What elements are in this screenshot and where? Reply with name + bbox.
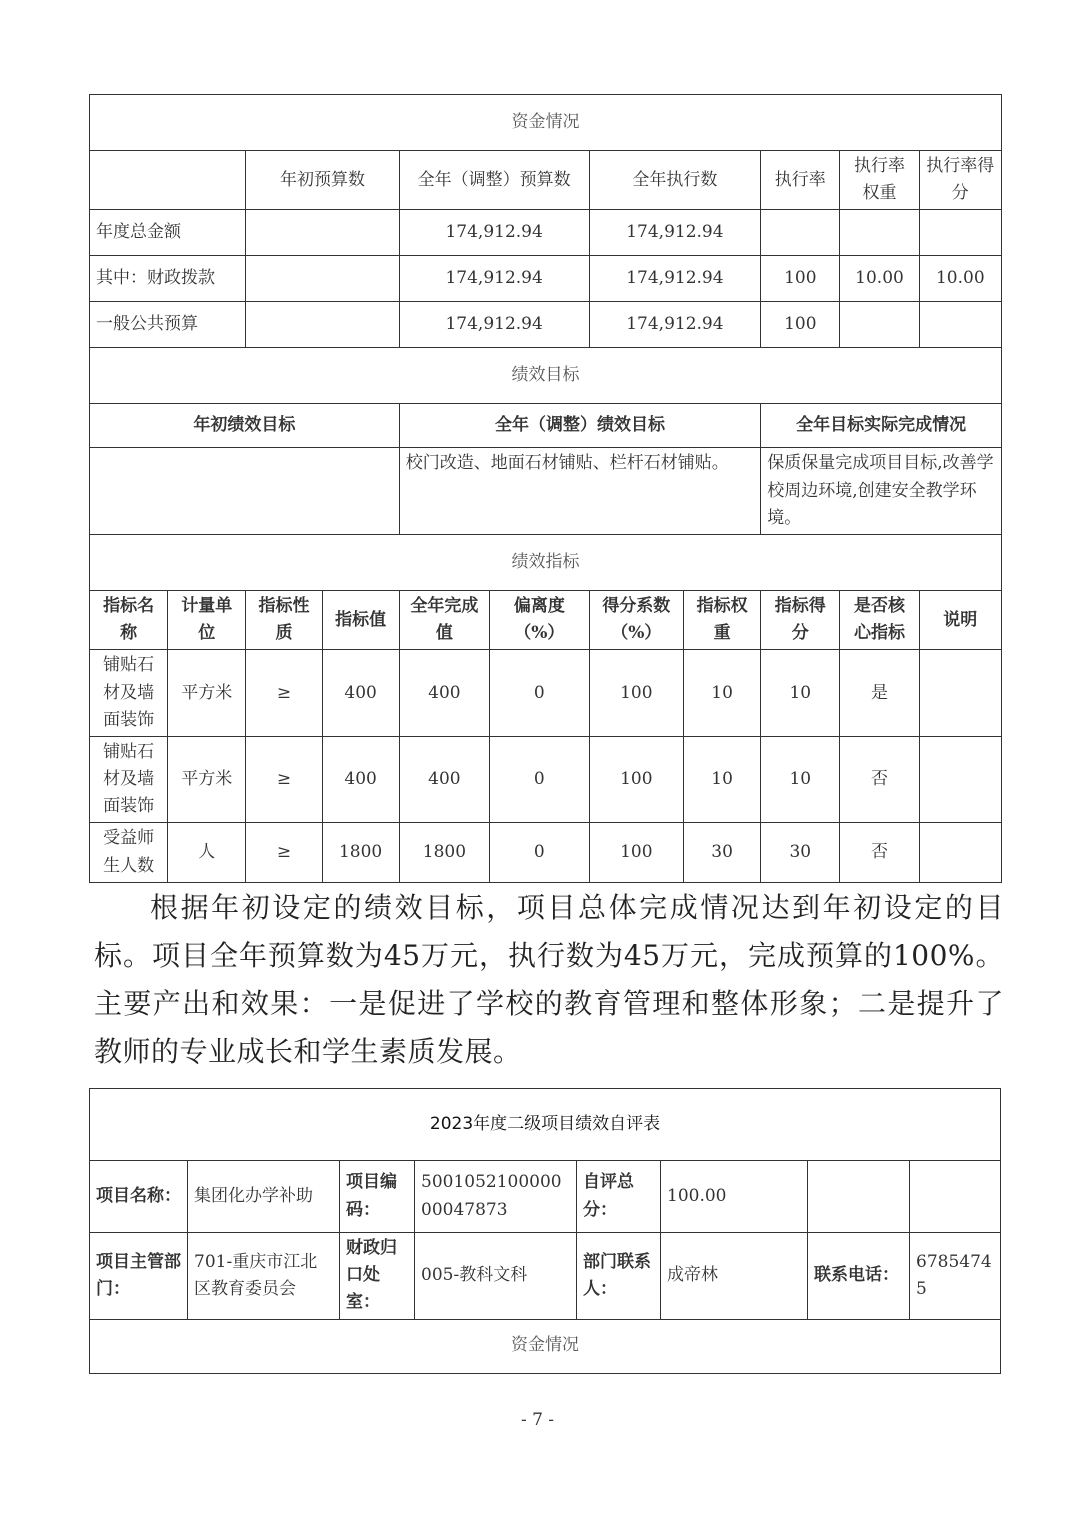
table-row — [90, 1233, 1001, 1320]
funding-cell — [246, 302, 399, 348]
funding-header: 全年执行数 — [589, 151, 761, 210]
funding-cell — [840, 302, 919, 348]
funding-cell: 100 — [761, 256, 840, 302]
goals-header: 全年目标实际完成情况 — [761, 404, 1002, 448]
goals-cell: 校门改造、地面石材铺贴、栏杆石材铺贴。 — [399, 448, 761, 535]
indicator-cell: 10 — [684, 736, 761, 823]
goals-header: 年初绩效目标 — [90, 404, 400, 448]
indicator-cell: 1800 — [399, 823, 489, 882]
empty-cell — [808, 1161, 910, 1233]
indicator-cell — [919, 650, 1001, 737]
indicator-header: 指标性质 — [246, 590, 322, 649]
score-value: 100.00 — [661, 1161, 808, 1233]
goals-section-title: 绩效目标 — [90, 348, 1002, 404]
indicator-cell: 否 — [840, 736, 919, 823]
indicator-cell: 0 — [490, 650, 590, 737]
phone-value: 67854745 — [910, 1233, 1001, 1320]
funding-cell: 174,912.94 — [589, 210, 761, 256]
indicator-header: 得分系数（%） — [589, 590, 683, 649]
indicator-cell: 10 — [761, 650, 840, 737]
indicator-cell: 受益师生人数 — [90, 823, 168, 882]
empty-cell — [910, 1161, 1001, 1233]
funding-cell — [246, 210, 399, 256]
indicator-header: 指标权重 — [684, 590, 761, 649]
indicator-cell: ≥ — [246, 823, 322, 882]
funding-cell — [919, 302, 1001, 348]
indicator-cell: ≥ — [246, 736, 322, 823]
phone-label: 联系电话： — [808, 1233, 910, 1320]
table-row — [90, 256, 1002, 302]
indicator-cell: 10 — [684, 650, 761, 737]
goals-header: 全年（调整）绩效目标 — [399, 404, 761, 448]
finance-office-label: 财政归口处室： — [340, 1233, 415, 1320]
indicator-header: 指标得分 — [761, 590, 840, 649]
indicator-cell: 是 — [840, 650, 919, 737]
summary-text: 根据年初设定的绩效目标，项目总体完成情况达到年初设定的目标。项目全年预算数为45万元，执行数为45万元，完成预算的100%。主要产出和效果：一是促进了学校的教育管理和整体形象；二是提升了教师的专业成长和学生素质发展。 — [94, 891, 1004, 1068]
indicator-cell: 0 — [490, 736, 590, 823]
indicator-cell: 铺贴石材及墙面装饰 — [90, 650, 168, 737]
funding-cell — [919, 210, 1001, 256]
contact-label: 部门联系人： — [577, 1233, 661, 1320]
funding-cell: 100 — [761, 302, 840, 348]
funding-cell: 174,912.94 — [589, 256, 761, 302]
table-row — [90, 448, 1002, 535]
goals-cell: 保质保量完成项目目标,改善学校周边环境,创建安全教学环境。 — [761, 448, 1002, 535]
indicator-header: 全年完成值 — [399, 590, 489, 649]
table-row — [90, 823, 1002, 882]
indicator-cell: 0 — [490, 823, 590, 882]
funding-cell — [246, 256, 399, 302]
funding-cell: 10.00 — [840, 256, 919, 302]
funding-header: 年初预算数 — [246, 151, 399, 210]
summary-paragraph — [94, 884, 1004, 1076]
funding-cell: 174,912.94 — [399, 210, 589, 256]
funding-row-label: 年度总金额 — [90, 210, 246, 256]
finance-office-value: 005-教科文科 — [415, 1233, 577, 1320]
indicator-header: 说明 — [919, 590, 1001, 649]
indicator-header: 是否核心指标 — [840, 590, 919, 649]
indicator-cell: 铺贴石材及墙面装饰 — [90, 736, 168, 823]
indicator-cell: 400 — [399, 650, 489, 737]
funding-cell — [840, 210, 919, 256]
indicator-cell: 否 — [840, 823, 919, 882]
project-code-value: 500105210000000047873 — [415, 1161, 577, 1233]
indicator-cell: 400 — [322, 650, 399, 737]
funding-row-label: 其中：财政拨款 — [90, 256, 246, 302]
funding-cell: 10.00 — [919, 256, 1001, 302]
indicator-cell: 100 — [589, 736, 683, 823]
indicator-cell: 人 — [168, 823, 246, 882]
funding-header: 执行率 — [761, 151, 840, 210]
funding-header — [90, 151, 246, 210]
self-evaluation-table — [89, 1088, 1001, 1374]
funding-cell — [761, 210, 840, 256]
funding-cell: 174,912.94 — [399, 256, 589, 302]
goals-cell — [90, 448, 400, 535]
indicator-cell: 400 — [399, 736, 489, 823]
funding-header: 全年（调整）预算数 — [399, 151, 589, 210]
indicator-header: 计量单位 — [168, 590, 246, 649]
form-title: 2023年度二级项目绩效自评表 — [90, 1089, 1001, 1161]
indicator-cell: ≥ — [246, 650, 322, 737]
project-code-label: 项目编码： — [340, 1161, 415, 1233]
funding-section-title: 资金情况 — [90, 1319, 1001, 1373]
department-label: 项目主管部门： — [90, 1233, 188, 1320]
indicators-section-title: 绩效指标 — [90, 534, 1002, 590]
indicator-cell: 30 — [684, 823, 761, 882]
indicator-header: 指标名称 — [90, 590, 168, 649]
contact-value: 成帝林 — [661, 1233, 808, 1320]
department-value: 701-重庆市江北区教育委员会 — [188, 1233, 340, 1320]
page-number: - 7 - — [520, 1410, 555, 1430]
funding-header: 执行率权重 — [840, 151, 919, 210]
indicator-cell — [919, 736, 1001, 823]
funding-header: 执行率得分 — [919, 151, 1001, 210]
indicator-cell: 30 — [761, 823, 840, 882]
funding-cell: 174,912.94 — [589, 302, 761, 348]
indicator-cell: 10 — [761, 736, 840, 823]
indicator-cell: 平方米 — [168, 650, 246, 737]
indicator-cell: 400 — [322, 736, 399, 823]
performance-table — [89, 94, 1002, 883]
indicator-cell: 平方米 — [168, 736, 246, 823]
project-name-value: 集团化办学补助 — [188, 1161, 340, 1233]
indicator-cell: 100 — [589, 650, 683, 737]
table-row — [90, 1161, 1001, 1233]
funding-cell: 174,912.94 — [399, 302, 589, 348]
indicator-cell: 1800 — [322, 823, 399, 882]
indicator-cell — [919, 823, 1001, 882]
funding-row-label: 一般公共预算 — [90, 302, 246, 348]
table-row — [90, 736, 1002, 823]
funding-section-title: 资金情况 — [90, 95, 1002, 151]
indicator-cell: 100 — [589, 823, 683, 882]
table-row — [90, 302, 1002, 348]
project-name-label: 项目名称： — [90, 1161, 188, 1233]
table-row — [90, 650, 1002, 737]
indicator-header: 指标值 — [322, 590, 399, 649]
indicator-header: 偏离度（%） — [490, 590, 590, 649]
score-label: 自评总分： — [577, 1161, 661, 1233]
table-row — [90, 210, 1002, 256]
